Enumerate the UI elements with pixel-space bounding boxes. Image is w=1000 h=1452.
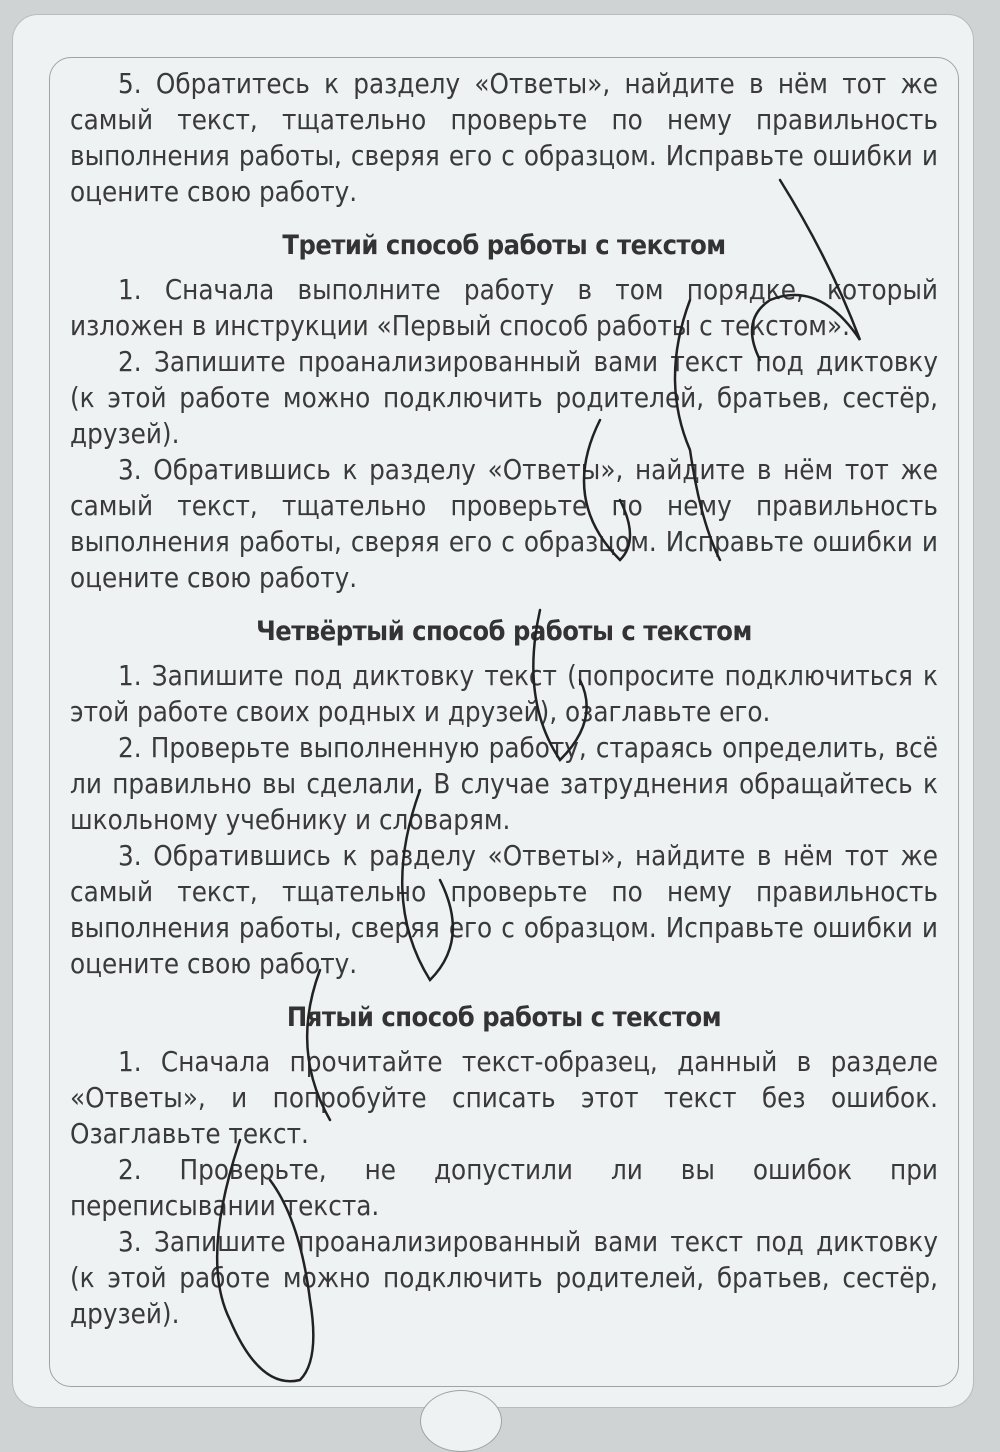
- page-tab-decoration: [420, 1390, 502, 1452]
- section-item: 3. Обратившись к разделу «Ответы», найдите в нём тот же самый текст, тщательно проверьте по нему правильность выполнения работы, сверяя его с образцом. Исправьте ошибки и оцените свою работу.: [70, 454, 938, 594]
- section-title-fifth: Пятый способ работы с текстом: [286, 1002, 722, 1033]
- content-box: [49, 57, 959, 1387]
- section-item: 2. Запишите проанализированный вами текст под диктовку (к этой работе можно подключить родителей, братьев, сестёр, друзей).: [70, 346, 938, 450]
- intro-paragraph: 5. Обратитесь к разделу «Ответы», найдите в нём тот же самый текст, тщательно проверьте по нему правильность выполнения работы, сверяя его с образцом. Исправьте ошибки и оцените свою работу.: [70, 68, 938, 208]
- section-item: 3. Обратившись к разделу «Ответы», найдите в нём тот же самый текст, тщательно проверьте по нему правильность выполнения работы, сверяя его с образцом. Исправьте ошибки и оцените свою работу.: [70, 840, 938, 980]
- section-title-fourth: Четвёртый способ работы с текстом: [256, 616, 752, 647]
- section-item: 2. Проверьте выполненную работу, стараясь определить, всё ли правильно вы сделали. В случае затруднения обращайтесь к школьному учебнику и словарям.: [70, 732, 938, 836]
- section-title-third: Третий способ работы с текстом: [282, 230, 726, 261]
- section-item: 3. Запишите проанализированный вами текст под диктовку (к этой работе можно подключить родителей, братьев, сестёр, друзей).: [70, 1226, 938, 1330]
- section-item: 1. Запишите под диктовку текст (попросите подключиться к этой работе своих родных и друзей), озаглавьте его.: [70, 660, 938, 728]
- section-item: 1. Сначала выполните работу в том порядке, который изложен в инструкции «Первый способ работы с текстом».: [70, 274, 938, 342]
- section-item: 2. Проверьте, не допустили ли вы ошибок при переписывании текста.: [70, 1154, 938, 1222]
- section-item: 1. Сначала прочитайте текст-образец, данный в разделе «Ответы», и попробуйте списать этот текст без ошибок. Озаглавьте текст.: [70, 1046, 938, 1150]
- page-frame: [12, 14, 974, 1408]
